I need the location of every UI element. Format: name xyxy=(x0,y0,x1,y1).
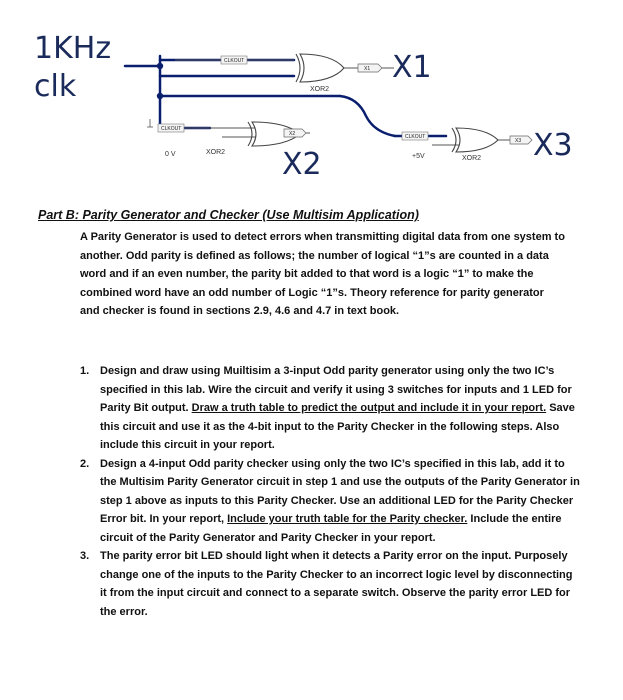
step-underlined-text: Draw a truth table to predict the output and include it in your report. xyxy=(191,402,547,414)
step-text: The parity error bit LED should light when it detects a Parity error on the input. Purposely change one of the inputs to the Parity Checker to an incorrect logic level by disconnecting it from the input circuit and connect to a separate switch. Observe the parity error LED for the error. xyxy=(100,550,573,618)
handwritten-frequency: 1KHz xyxy=(34,31,112,66)
part-b-title: Part B: Parity Generator and Checker (Use Multisim Application) xyxy=(38,208,419,222)
svg-text:CLKOUT: CLKOUT xyxy=(405,134,426,140)
svg-text:CLKOUT: CLKOUT xyxy=(161,126,182,132)
xor-gate-3-label: XOR2 xyxy=(462,155,482,162)
plus-five-label: +5V xyxy=(412,153,425,160)
probe-x2 xyxy=(284,129,306,137)
handwritten-x2: X2 xyxy=(282,147,322,182)
svg-text:X2: X2 xyxy=(289,131,296,137)
handwritten-x1: X1 xyxy=(392,50,432,85)
step-underlined-text: Include your truth table for the Parity checker. xyxy=(227,513,468,525)
clkout-tag-top xyxy=(221,56,247,64)
steps-list xyxy=(80,362,580,621)
handwritten-clk: clk xyxy=(34,69,77,104)
step-text-continued: Include the entire circuit of the Parity Generator and Parity Checker in your report. xyxy=(100,513,562,544)
clkout-tag-left xyxy=(158,124,184,132)
clkout-tag-right xyxy=(402,132,428,140)
circuit-diagram xyxy=(0,0,623,205)
xor-gate-1 xyxy=(296,54,344,82)
step-2 xyxy=(80,455,580,548)
svg-text:X3: X3 xyxy=(515,138,522,144)
step-3 xyxy=(80,547,580,621)
probe-x1 xyxy=(358,64,382,72)
svg-text:X1: X1 xyxy=(364,66,371,72)
handwritten-x3: X3 xyxy=(533,128,573,163)
xor-gate-1-label: XOR2 xyxy=(310,86,330,93)
step-text: Design a 4-input Odd parity checker using only the two IC’s specified in this lab, add it to the Multisim Parity Generator circuit in step 1 and use the outputs of the Parity Generator in step 1 above as inputs to this Parity Checker. Use an additional LED for the Parity Checker Error bit. In your report, xyxy=(100,457,580,525)
xor-gate-2-label: XOR2 xyxy=(206,149,226,156)
step-number: 3. xyxy=(80,550,90,562)
part-b-intro: A Parity Generator is used to detect errors when transmitting digital data from one system to another. Odd parity is defined as follows; the number of logical “1”s are counted in a data word and if an even number, the parity bit added to that word is a logic “1” to make the combined word have an odd number of Logic “1”s. Theory reference for parity generator and checker is found in sections 2.9, 4.6 and 4.7 in text book. xyxy=(80,231,565,317)
step-1 xyxy=(80,362,580,455)
probe-x3 xyxy=(510,136,532,144)
zero-volt-label: 0 V xyxy=(165,151,176,158)
step-number: 2. xyxy=(80,457,90,470)
step-text: Design and draw using Muiltisim a 3-input Odd parity generator using only the two IC’s specified in this lab. Wire the circuit and verify it using 3 switches for inputs and 1 LED for Parity Bit output. xyxy=(100,365,572,414)
ground-icon xyxy=(147,119,153,127)
step-number: 1. xyxy=(80,365,90,377)
svg-text:CLKOUT: CLKOUT xyxy=(224,58,245,64)
xor-gate-3 xyxy=(452,128,498,152)
step-text-continued: Save this circuit and use it as the 4-bit input to the Parity Checker in the following steps. Also include this circuit in your report. xyxy=(100,402,575,451)
